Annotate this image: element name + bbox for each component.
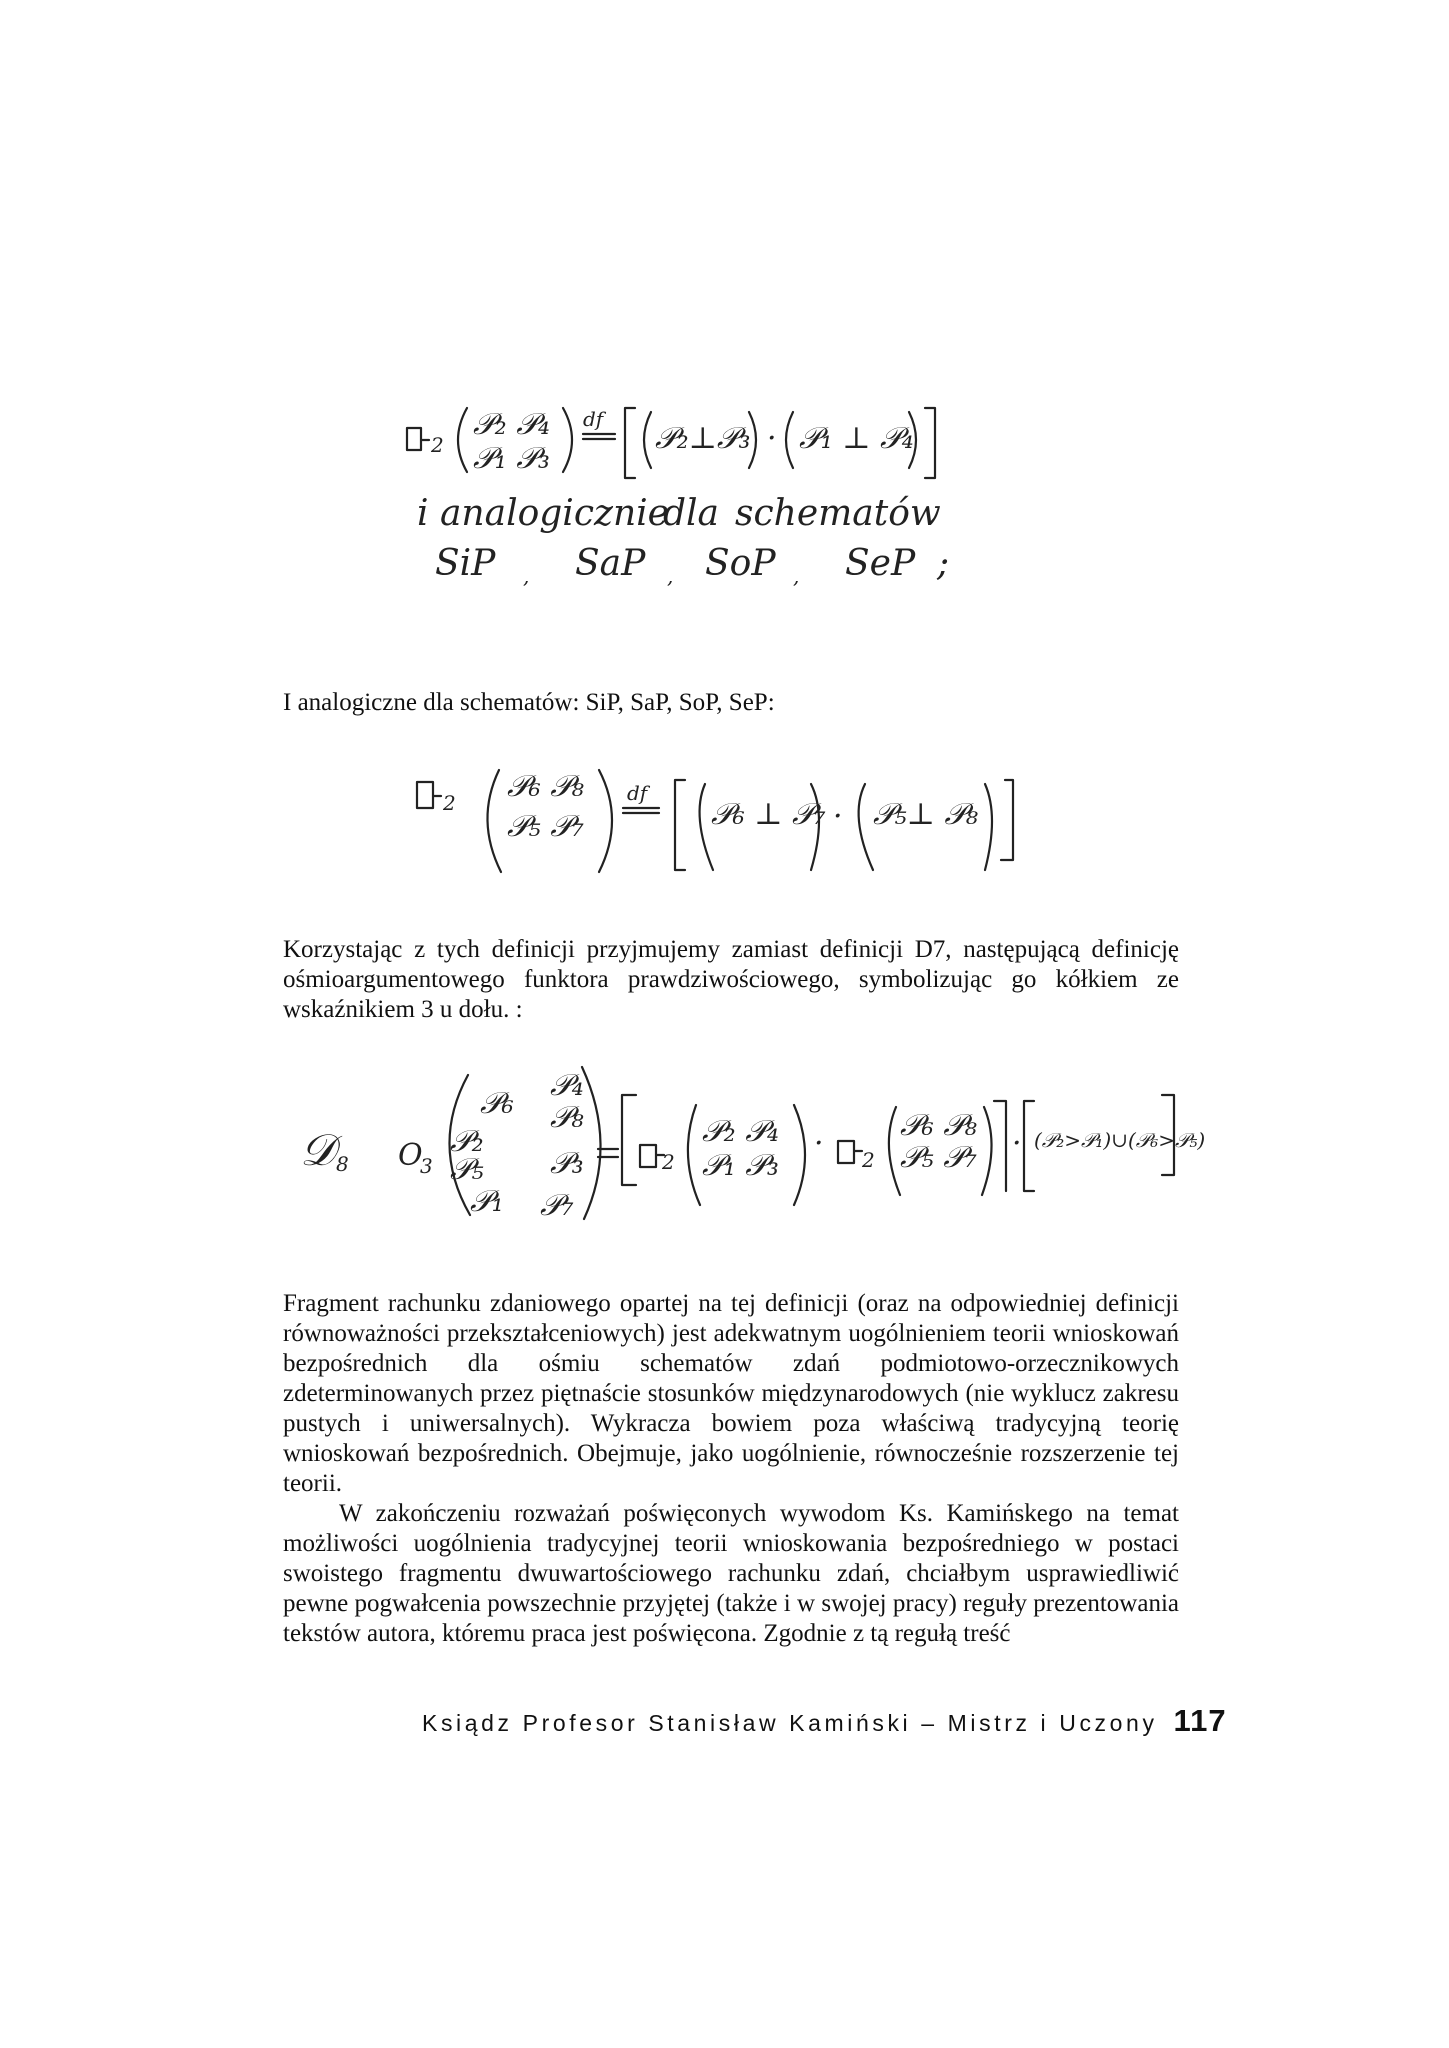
svg-text:𝒫₇: 𝒫₇ [540, 1188, 574, 1223]
schema-4: SeP [845, 543, 916, 584]
svg-text:𝒫₂⊥𝒫₃: 𝒫₂⊥𝒫₃ [655, 421, 751, 456]
svg-text:𝒫₂ 𝒫₄: 𝒫₂ 𝒫₄ [702, 1114, 779, 1149]
left-paren [458, 408, 467, 472]
caption-schemas: I analogiczne dla schematów: SiP, SaP, SoP, SeP: [283, 689, 775, 716]
formula-3-svg [300, 1055, 1206, 1235]
page-footer [422, 1703, 1227, 1739]
paragraph-3-text: W zakończeniu rozważań poświęconych wywodom Ks. Kamińskego na temat możliwości uogólnienia tradycyjnej teorii wnioskowania bezpośredniego w postaci swoistego fragmentu dwuwartościowego rachunku zdań, chciałbym usprawiedliwić pewne pogwałcenia powszechnie przyjętej (także i w swojej pracy) reguły prezentowania tekstów autora, któremu praca jest poświęcona. Zgodnie z tą regułą treść [283, 1500, 1179, 1647]
svg-text:𝒫₂: 𝒫₂ [450, 1124, 484, 1159]
paragraph-2-block [283, 1289, 1179, 1649]
svg-text:df: df [627, 781, 648, 805]
svg-text:𝒫₅ 𝒫₇: 𝒫₅ 𝒫₇ [900, 1140, 977, 1175]
formula-1-note-svg [405, 485, 1025, 595]
svg-text:2: 2 [662, 1150, 675, 1174]
svg-text:𝒫₆ 𝒫₈: 𝒫₆ 𝒫₈ [900, 1108, 977, 1143]
svg-text:·: · [1012, 1126, 1022, 1161]
box-operator-icon [417, 782, 441, 808]
paragraph-1 [283, 935, 1179, 1025]
handwritten-formula-3 [300, 1055, 1206, 1235]
schema-3: SoP [705, 543, 776, 584]
svg-text:𝒫₅ 𝒫₇: 𝒫₅ 𝒫₇ [507, 809, 584, 844]
svg-text:·: · [814, 1126, 824, 1161]
svg-text:,: , [523, 564, 530, 588]
svg-text:8: 8 [336, 1152, 349, 1176]
paragraph-1-text: Korzystając z tych definicji przyjmujemy zamiast definicji D7, następującą definicję ośmioargumentowego funktora prawdziwościowego, symbolizując go kółkiem ze wskaźnikiem 3 u dołu. : [283, 936, 1179, 1023]
schema-2: SaP [575, 543, 646, 584]
svg-text:𝒫₃: 𝒫₃ [550, 1146, 584, 1181]
svg-text:𝒫₄: 𝒫₄ [550, 1068, 584, 1103]
svg-text:𝒫₁: 𝒫₁ [470, 1184, 504, 1219]
svg-text:𝒟: 𝒟 [300, 1125, 336, 1176]
svg-text:𝒫₆: 𝒫₆ [480, 1086, 514, 1121]
paragraph-2-text: Fragment rachunku zdaniowego opartej na tej definicji (oraz na odpowiedniej definicji równoważności przekształceniowych) jest adekwatnym uogólnieniem teorii wnioskowań bezpośrednich dla ośmiu schematów zdań podmiotowo-orzecznikowych zdeterminowanych przez piętnaście stosunków międzynarodowych (nie wyklucz zakresu pustych i uniwersalnych). Wykracza bowiem poza właściwą tradycyjną teorię wnioskowań bezpośrednich. Obejmuje, jako uogólnienie, równocześnie rozszerzenie tej teorii. [283, 1290, 1179, 1497]
svg-text:3: 3 [420, 1154, 433, 1178]
svg-text:,: , [793, 564, 800, 588]
svg-text:O: O [398, 1138, 423, 1173]
svg-text:𝒫₁ 𝒫₃: 𝒫₁ 𝒫₃ [702, 1148, 779, 1183]
svg-text:·: · [833, 799, 843, 834]
svg-text:(𝒫₂>𝒫₁)∪(𝒫₆>𝒫₅): (𝒫₂>𝒫₁)∪(𝒫₆>𝒫₅) [1034, 1128, 1206, 1152]
running-title: Ksiądz Profesor Stanisław Kamiński – Mistrz i Uczony [422, 1710, 1158, 1736]
left-paren [487, 770, 501, 872]
svg-text:𝒫₆ 𝒫₈: 𝒫₆ 𝒫₈ [507, 769, 584, 804]
svg-text:·: · [767, 421, 777, 456]
note-word-3: schematów [735, 493, 941, 534]
svg-text:𝒫₈: 𝒫₈ [550, 1100, 584, 1135]
note-word-1: i analogicznie [417, 493, 669, 534]
svg-text:𝒫₂ 𝒫₄: 𝒫₂ 𝒫₄ [473, 407, 550, 442]
svg-text:2: 2 [431, 433, 444, 457]
note-word-2: dla [663, 493, 720, 534]
right-paren [582, 1067, 601, 1219]
right-paren [563, 408, 572, 472]
svg-text:,: , [667, 564, 674, 588]
svg-text:𝒫₁ 𝒫₃: 𝒫₁ 𝒫₃ [473, 441, 550, 476]
page-number: 117 [1173, 1703, 1227, 1738]
svg-text:𝒫₁ ⊥ 𝒫₄: 𝒫₁ ⊥ 𝒫₄ [799, 421, 914, 456]
right-paren [599, 770, 612, 872]
handwritten-note-analogicznie [405, 485, 1025, 595]
svg-text:𝒫₅⊥ 𝒫₈: 𝒫₅⊥ 𝒫₈ [873, 797, 979, 832]
svg-text:2: 2 [443, 791, 456, 815]
svg-text:;: ; [937, 543, 950, 584]
schema-1: SiP [435, 543, 496, 584]
svg-text:2: 2 [862, 1148, 875, 1172]
handwritten-formula-2 [415, 760, 1075, 890]
formula-2-svg [415, 760, 1075, 890]
box-operator-icon [407, 428, 429, 450]
svg-text:𝒫₅: 𝒫₅ [450, 1152, 484, 1187]
svg-text:df: df [583, 407, 604, 431]
svg-text:𝒫₆ ⊥ 𝒫₇: 𝒫₆ ⊥ 𝒫₇ [711, 797, 826, 832]
